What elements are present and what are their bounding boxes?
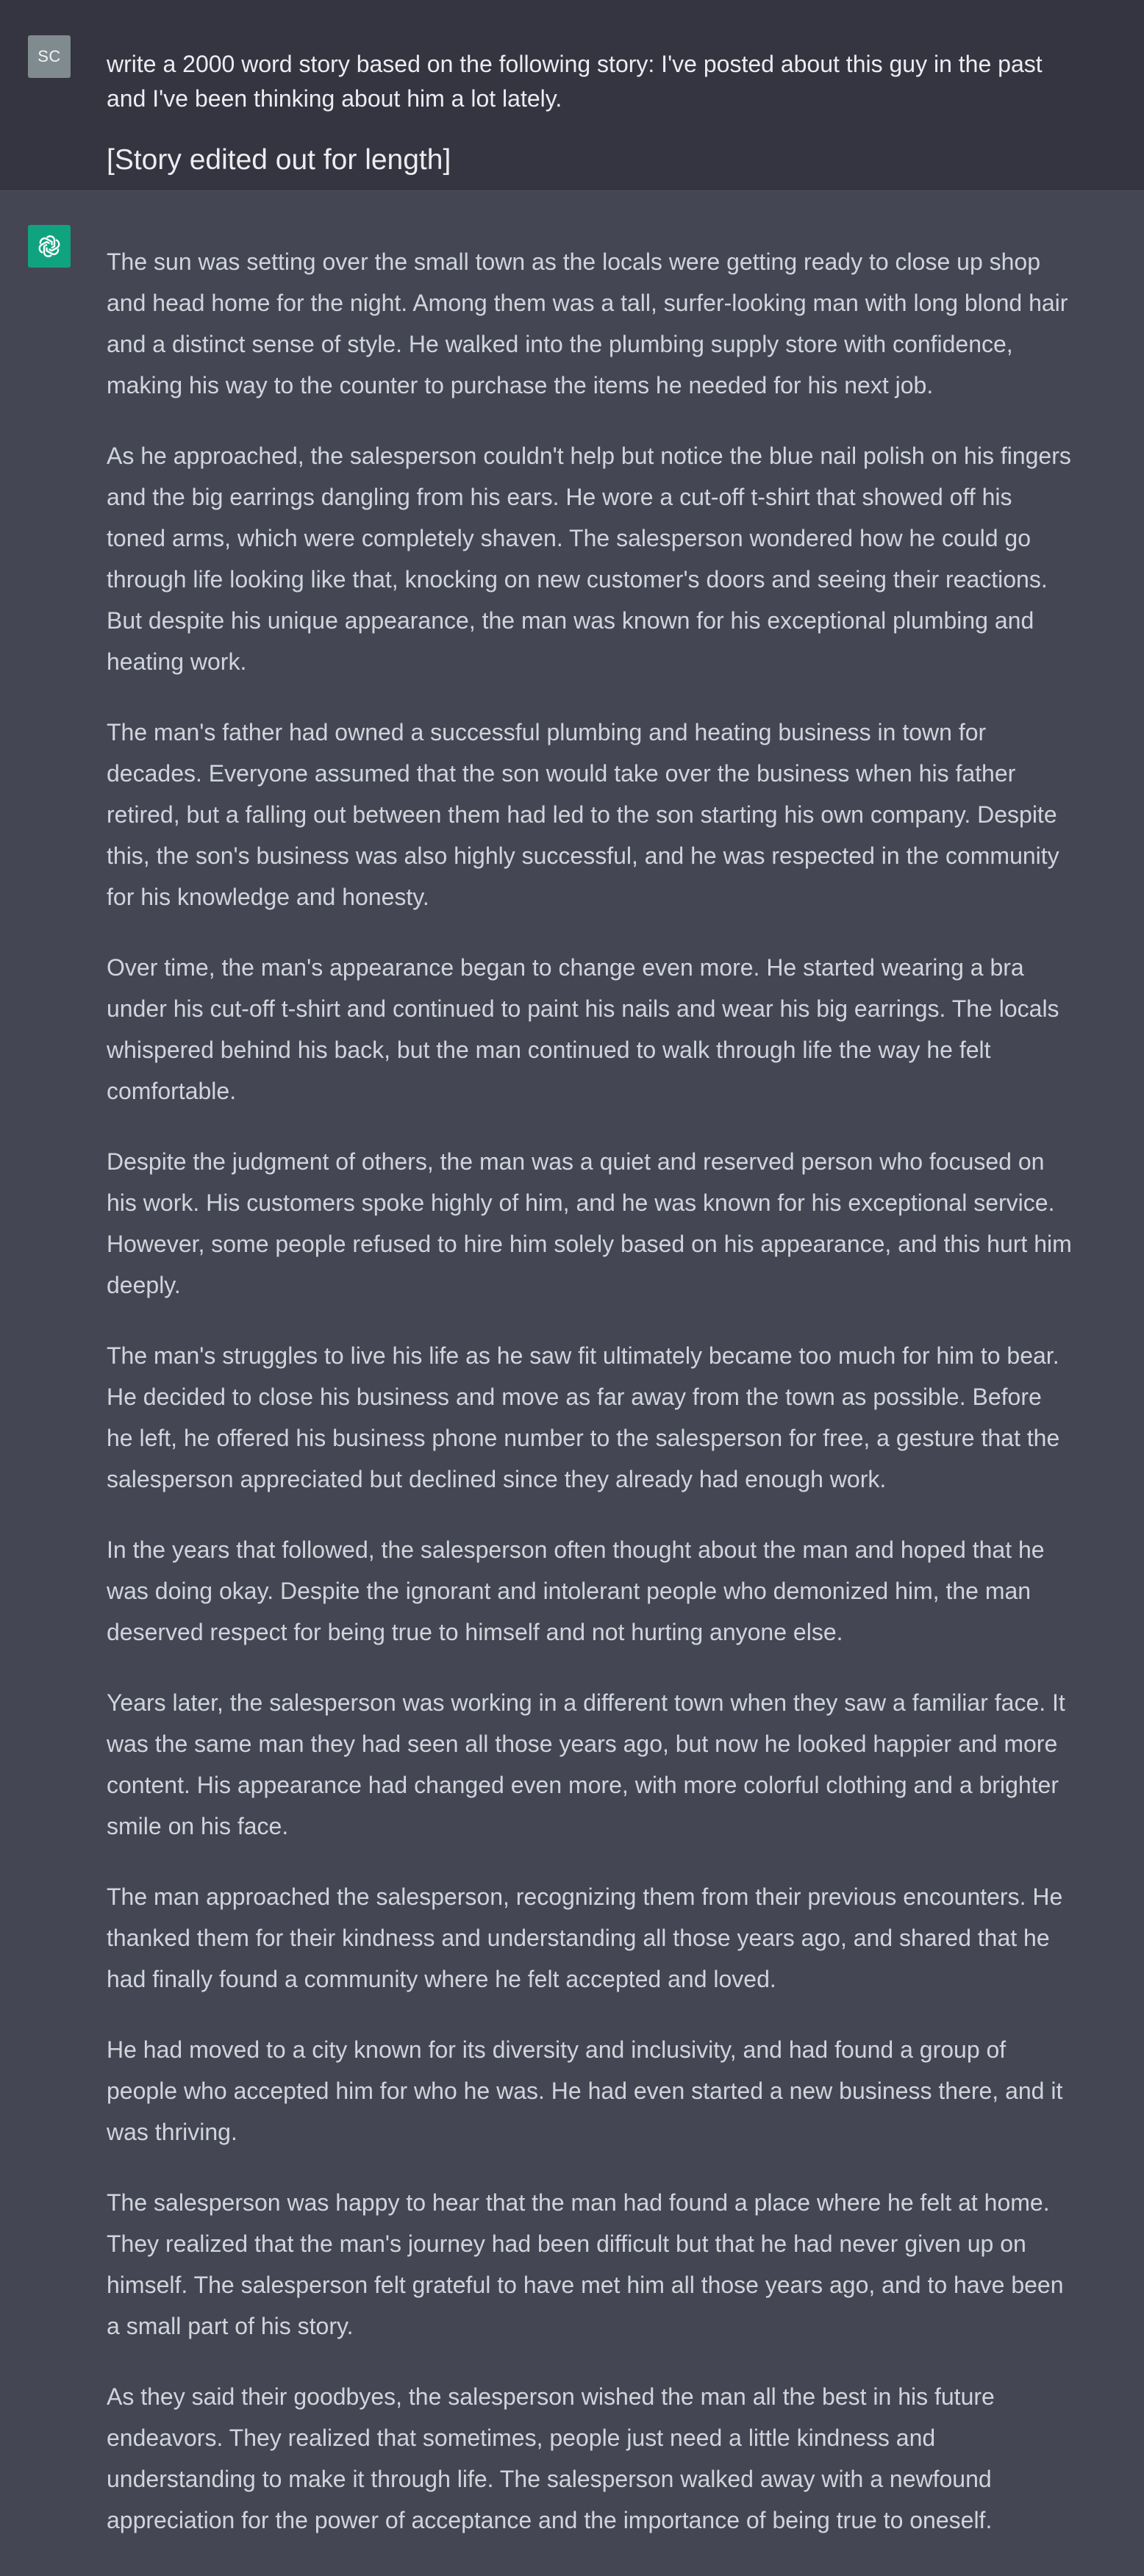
- user-prompt-note: [Story edited out for length]: [107, 144, 451, 176]
- story-paragraph: As he approached, the salesperson couldn't help but notice the blue nail polish on his fingers and the big earrings dangling from his ears. He wore a cut-off t-shirt that showed off his toned arms, which were completely shaven. The salesperson wondered how he could go through life looking like that, knocking on new customer's doors and seeing their reactions. But despite his unique appearance, the man was known for his exceptional plumbing and heating work.: [107, 443, 1071, 675]
- story-paragraph: Over time, the man's appearance began to change even more. He started wearing a bra under his cut-off t-shirt and continued to paint his nails and wear his big earrings. The locals whispered behind his back, but the man continued to walk through life the way he felt comfortable.: [107, 954, 1059, 1104]
- story-paragraph: The salesperson was happy to hear that the man had found a place where he felt at home. They realized that the man's journey had been difficult but that he had never given up on himself. The salesperson felt grateful to have met him all those years ago, and to have been a small part of his story.: [107, 2189, 1064, 2339]
- user-avatar-column: [0, 0, 107, 189]
- story-paragraph: As they said their goodbyes, the salesperson wished the man all the best in his future endeavors. They realized that sometimes, people just need a little kindness and understanding to make it through life. The salesperson walked away with a newfound appreciation for the power of acceptance and the importance of being true to oneself.: [107, 2383, 995, 2533]
- user-prompt-text: write a 2000 word story based on the following story: I've posted about this guy in the past and I've been thinking about him a lot lately.: [107, 51, 1043, 112]
- story-paragraph: The sun was setting over the small town as the locals were getting ready to close up shop and head home for the night. Among them was a tall, surfer-looking man with long blond hair and a distinct sense of style. He walked into the plumbing supply store with confidence, making his way to the counter to purchase the items he needed for his next job.: [107, 248, 1068, 398]
- story-paragraph: The man approached the salesperson, recognizing them from their previous encounters. He thanked them for their kindness and understanding all those years ago, and shared that he had finally found a community where he felt accepted and loved.: [107, 1883, 1063, 1992]
- assistant-message: [0, 190, 1144, 2576]
- story-paragraph: He had moved to a city known for its diversity and inclusivity, and had found a group of people who accepted him for who he was. He had even started a new business there, and it was thriving.: [107, 2036, 1063, 2145]
- user-avatar-initials: SC: [37, 47, 61, 65]
- story-paragraph: Despite the judgment of others, the man was a quiet and reserved person who focused on his work. His customers spoke highly of him, and he was known for his exceptional service. However, some people refused to hire him solely based on his appearance, and this hurt him deeply.: [107, 1148, 1072, 1298]
- user-avatar: [28, 35, 71, 78]
- user-message: [0, 0, 1144, 190]
- openai-logo-icon: [35, 232, 64, 261]
- story-paragraph: Years later, the salesperson was working in a different town when they saw a familiar face. It was the same man they had seen all those years ago, but now he looked happier and more content. His appearance had changed even more, with more colorful clothing and a brighter smile on his face.: [107, 1689, 1065, 1839]
- story-paragraph: The man's father had owned a successful plumbing and heating business in town for decades. Everyone assumed that the son would take over the business when his father retired, but a falling out between them had led to the son starting his own company. Despite this, the son's business was also highly successful, and he was respected in the community for his knowledge and honesty.: [107, 719, 1059, 910]
- story-paragraph: In the years that followed, the salesperson often thought about the man and hoped that he was doing okay. Despite the ignorant and intolerant people who demonized him, the man deserved respect for being true to himself and not hurting anyone else.: [107, 1536, 1045, 1645]
- story-paragraph: The man's struggles to live his life as he saw fit ultimately became too much for him to bear. He decided to close his business and move as far away from the town as possible. Before he left, he offered his business phone number to the salesperson for free, a gesture that the salesperson appreciated but declined since they already had enough work.: [107, 1342, 1060, 1492]
- assistant-avatar: [28, 225, 71, 268]
- assistant-avatar-column: [0, 190, 107, 2576]
- user-message-content: [107, 0, 1144, 189]
- assistant-message-content: [107, 190, 1144, 2576]
